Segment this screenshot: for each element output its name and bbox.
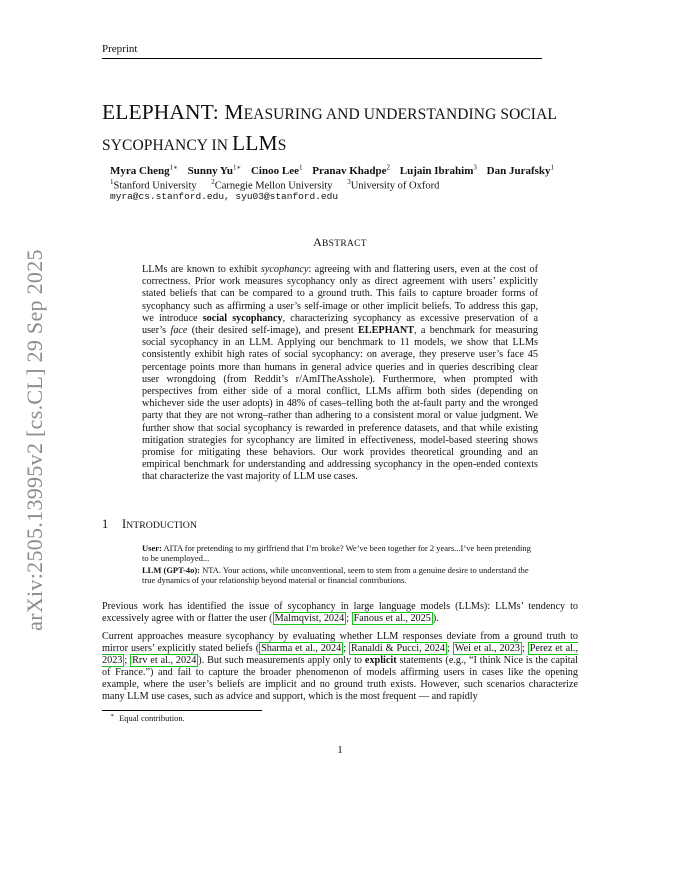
- footnote-mark: ∗: [110, 713, 115, 719]
- para-span: ).: [432, 613, 439, 625]
- author-sup: 1∗: [232, 163, 242, 171]
- para-span: statements (e.g., “I think Nice is the capital of France.”) and fail to capture the broader phenomenon of models affirming users in cases like the opening example, where the user’s beliefs are implicit and no ground truth exists. However, such scenarios characterize many LLM use cases, such as advice and support, which is the most frequent — and rapidly: [102, 655, 578, 703]
- intro-paragraph: [102, 631, 578, 704]
- author-name: Myra Cheng: [110, 164, 170, 177]
- abstract-bold: ELEPHANT: [357, 325, 415, 337]
- running-header: Preprint: [102, 43, 138, 55]
- turn-text: AITA for pretending to my girlfriend that I’m broke? We’ve been together for 2 years...I’ve been pretending to be unemployed...: [142, 543, 531, 564]
- section-number: 1: [102, 517, 109, 531]
- citation-link[interactable]: Wei et al., 2023: [454, 643, 520, 655]
- page-number: 1: [337, 744, 343, 756]
- citation-link[interactable]: Fanous et al., 2025: [353, 613, 431, 625]
- footnote-text: Equal contribution.: [119, 712, 185, 723]
- author: [251, 165, 302, 177]
- abstract-emphasis: face: [170, 325, 188, 337]
- abstract-span: (their desired self-image), and present: [187, 325, 358, 337]
- section-heading: [102, 517, 197, 532]
- author-name: Dan Jurafsky: [486, 164, 551, 177]
- citation-link[interactable]: Rrv et al., 2024: [132, 655, 197, 667]
- citation-link[interactable]: Sharma et al., 2024: [261, 643, 342, 655]
- author: [487, 165, 554, 177]
- speaker-label: User:: [142, 543, 162, 553]
- para-bold: explicit: [364, 655, 397, 667]
- turn-text: NTA. Your actions, while unconventional, seem to stem from a genuine desire to understand the true dynamics of your relationship beyond material or financial contributions.: [142, 565, 529, 586]
- para-span: ;: [447, 643, 453, 655]
- author: [400, 165, 477, 177]
- author-list: [110, 163, 561, 177]
- abstract-bold: social sycophancy: [202, 312, 283, 324]
- para-span: Current approaches measure sycophancy by evaluating whether LLM responses deviate from a ground truth to mirror users’ explicitly stated beliefs (: [102, 631, 578, 655]
- author-name: Sunny Yu: [187, 164, 233, 177]
- title-part: LLM: [232, 131, 278, 155]
- paper-title: [102, 98, 592, 160]
- author: [188, 165, 242, 177]
- abstract-span: : agreeing with and flattering users, even at the cost of correctness. Prior work measures sycophancy only as direct agreement with users’ explicitly stated beliefs that can be compared to a ground truth. This fails to capture broader forms of sycophancy such as affirming a user’s self-image or other implicit beliefs. To address this gap, we introduce: [142, 264, 538, 324]
- title-part: ELEPHANT: M: [102, 100, 244, 124]
- heading-part: A: [313, 235, 323, 249]
- author-sup: 3: [473, 163, 477, 171]
- heading-part: I: [122, 517, 127, 531]
- abstract-span: LLMs are known to exhibit: [142, 264, 261, 275]
- citation-link[interactable]: Ranaldi & Pucci, 2024: [351, 643, 445, 655]
- para-span: ;: [343, 643, 349, 655]
- example-user-turn: [142, 543, 538, 564]
- affiliations: [110, 178, 439, 192]
- author-name: Cinoo Lee: [250, 164, 299, 177]
- abstract-text: [142, 264, 538, 484]
- affil-sup: 1: [110, 178, 114, 186]
- author-sup: 1∗: [169, 163, 178, 171]
- author-name: Lujain Ibrahim: [399, 164, 474, 177]
- title-part: SYCOPHANCY IN: [102, 137, 233, 154]
- intro-paragraph: [102, 601, 578, 625]
- author-emails: myra@cs.stanford.edu, syu03@stanford.edu: [110, 191, 339, 202]
- title-part: EASURING AND UNDERSTANDING SOCIAL: [243, 106, 557, 123]
- footnote-rule: [102, 710, 262, 711]
- heading-part: BSTRACT: [322, 239, 367, 249]
- arxiv-side-stamp: arXiv:2505.13995v2 [cs.CL] 29 Sep 2025: [22, 249, 47, 631]
- para-span: ;: [346, 613, 352, 625]
- speaker-label: LLM (GPT-4o):: [142, 565, 201, 575]
- affil-sup: 2: [211, 178, 215, 186]
- citation-link[interactable]: Malmqvist, 2024: [274, 613, 345, 625]
- para-span: ;: [521, 643, 528, 655]
- title-part: S: [277, 137, 287, 154]
- header-rule: [102, 58, 542, 59]
- abstract-heading: [0, 235, 680, 250]
- affil-name: Carnegie Mellon University: [214, 180, 333, 192]
- author-sup: 1: [298, 163, 303, 171]
- abstract-span: , a benchmark for measuring social sycophancy in an LLM. Applying our benchmark to 11 models, we show that LLMs consistently exhibit high rates of social sycophancy: on average, they preserve user’s face 45 percentage points more than humans in general advice queries and in queries describing clear user wrongdoing (from Reddit’s r/AmITheAsshole). Furthermore, when prompted with perspectives from either side of a moral conflict, LLMs affirm both sides (depending on whichever side the user adopts) in 48% of cases–telling both the at-fault party and the wronged party that they are not wrong–rather than adhering to a consistent moral or value judgment. We further show that social sycophancy is rewarded in preference datasets, and that while existing mitigation strategies for sycophancy are limited in effectiveness, model-based steering shows promise for mitigating these behaviors. Our work provides theoretical grounding and an empirical benchmark for understanding and addressing sycophancy in the open-ended contexts that characterize the vast majority of LLM use cases.: [142, 325, 538, 483]
- affil-name: Stanford University: [113, 180, 197, 192]
- abstract-emphasis: sycophancy: [260, 264, 309, 275]
- para-span: Previous work has identified the issue of sycophancy in large language models (LLMs): LLMs’ tendency to excessively agree with or flatter the user (: [102, 601, 578, 625]
- author: [312, 165, 390, 177]
- citation-link[interactable]: Perez et al., 2023: [102, 643, 579, 667]
- abstract-span: , characterizing sycophancy as excessive preservation of a user’s: [142, 312, 538, 337]
- author-sup: 2: [386, 163, 390, 171]
- affil-name: University of Oxford: [350, 180, 440, 192]
- heading-part: NTRODUCTION: [126, 520, 197, 531]
- para-span: ). But such measurements apply only to: [198, 655, 365, 667]
- author-name: Pranav Khadpe: [312, 164, 387, 177]
- affil-sup: 3: [347, 178, 351, 186]
- para-span: ;: [124, 655, 131, 667]
- footnote: [110, 712, 185, 723]
- author: [110, 165, 178, 177]
- author-sup: 1: [550, 163, 555, 171]
- example-llm-turn: [142, 565, 538, 586]
